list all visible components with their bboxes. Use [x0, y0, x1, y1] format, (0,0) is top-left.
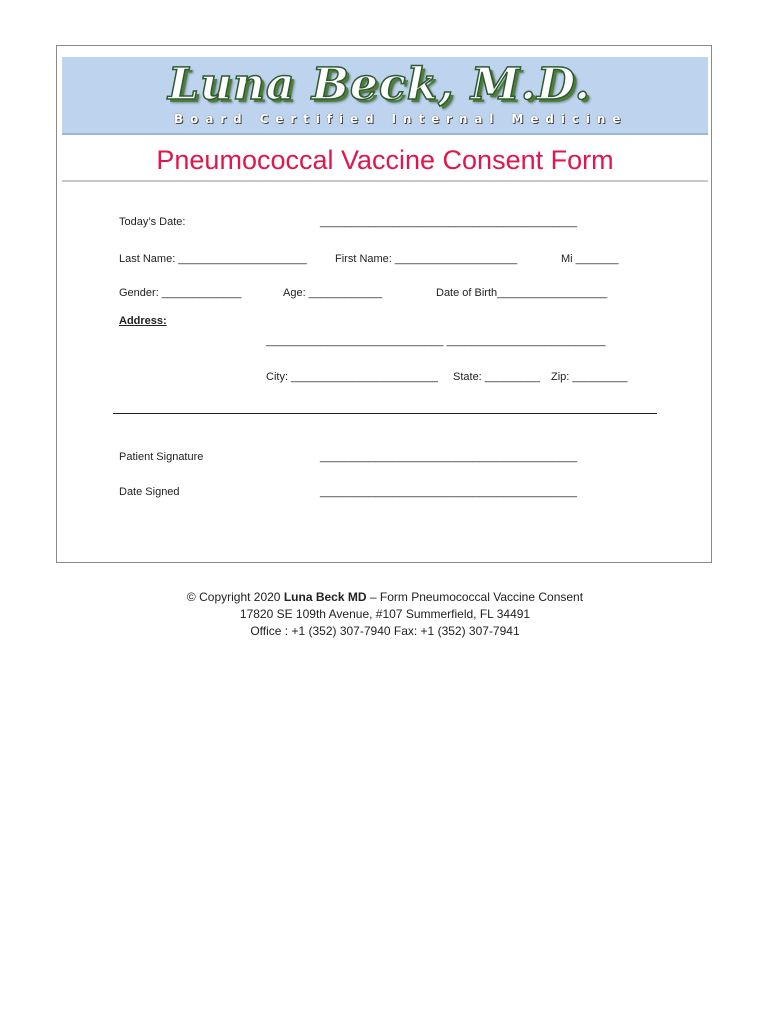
age-field[interactable]: Age: ____________ [283, 287, 383, 299]
address-line-field[interactable]: _____________________________ __________________________ [266, 335, 606, 347]
form-title: Pneumococcal Vaccine Consent Form [156, 145, 614, 175]
address-label: Address: [119, 315, 167, 327]
date-of-birth-field[interactable]: Date of Birth__________________ [436, 287, 608, 299]
footer-copyright-prefix: © Copyright 2020 [186, 590, 284, 604]
todays-date-field[interactable]: __________________________________________ [320, 216, 577, 228]
first-name-field[interactable]: First Name: ____________________ [335, 253, 518, 265]
middle-initial-field[interactable]: Mi _______ [561, 253, 619, 265]
footer [0, 589, 770, 640]
zip-field[interactable]: Zip: _________ [551, 371, 628, 383]
header-banner [62, 57, 708, 135]
city-field[interactable]: City: ________________________ [266, 371, 438, 383]
footer-copyright-brand: Luna Beck MD [283, 590, 367, 604]
date-signed-field[interactable]: __________________________________________ [320, 486, 577, 498]
logo-tagline: Board Certified Internal Medicine [174, 112, 628, 126]
footer-phone: Office : +1 (352) 307-7940 Fax: +1 (352) 307-7941 [250, 624, 520, 638]
todays-date-label: Today’s Date: [119, 216, 186, 228]
footer-copyright-suffix: – Form Pneumococcal Vaccine Consent [366, 590, 584, 604]
gender-field[interactable]: Gender: _____________ [119, 287, 242, 299]
footer-copyright [0, 589, 770, 606]
footer-address: 17820 SE 109th Avenue, #107 Summerfield, FL 34491 [239, 607, 531, 621]
title-divider [62, 180, 708, 182]
last-name-field[interactable]: Last Name: _____________________ [119, 253, 307, 265]
section-divider [113, 413, 657, 414]
patient-signature-label: Patient Signature [119, 451, 204, 463]
logo-name: Luna Beck, M.D. [168, 59, 591, 110]
patient-signature-field[interactable]: __________________________________________ [320, 451, 577, 463]
date-signed-label: Date Signed [119, 486, 180, 498]
state-field[interactable]: State: _________ [453, 371, 540, 383]
